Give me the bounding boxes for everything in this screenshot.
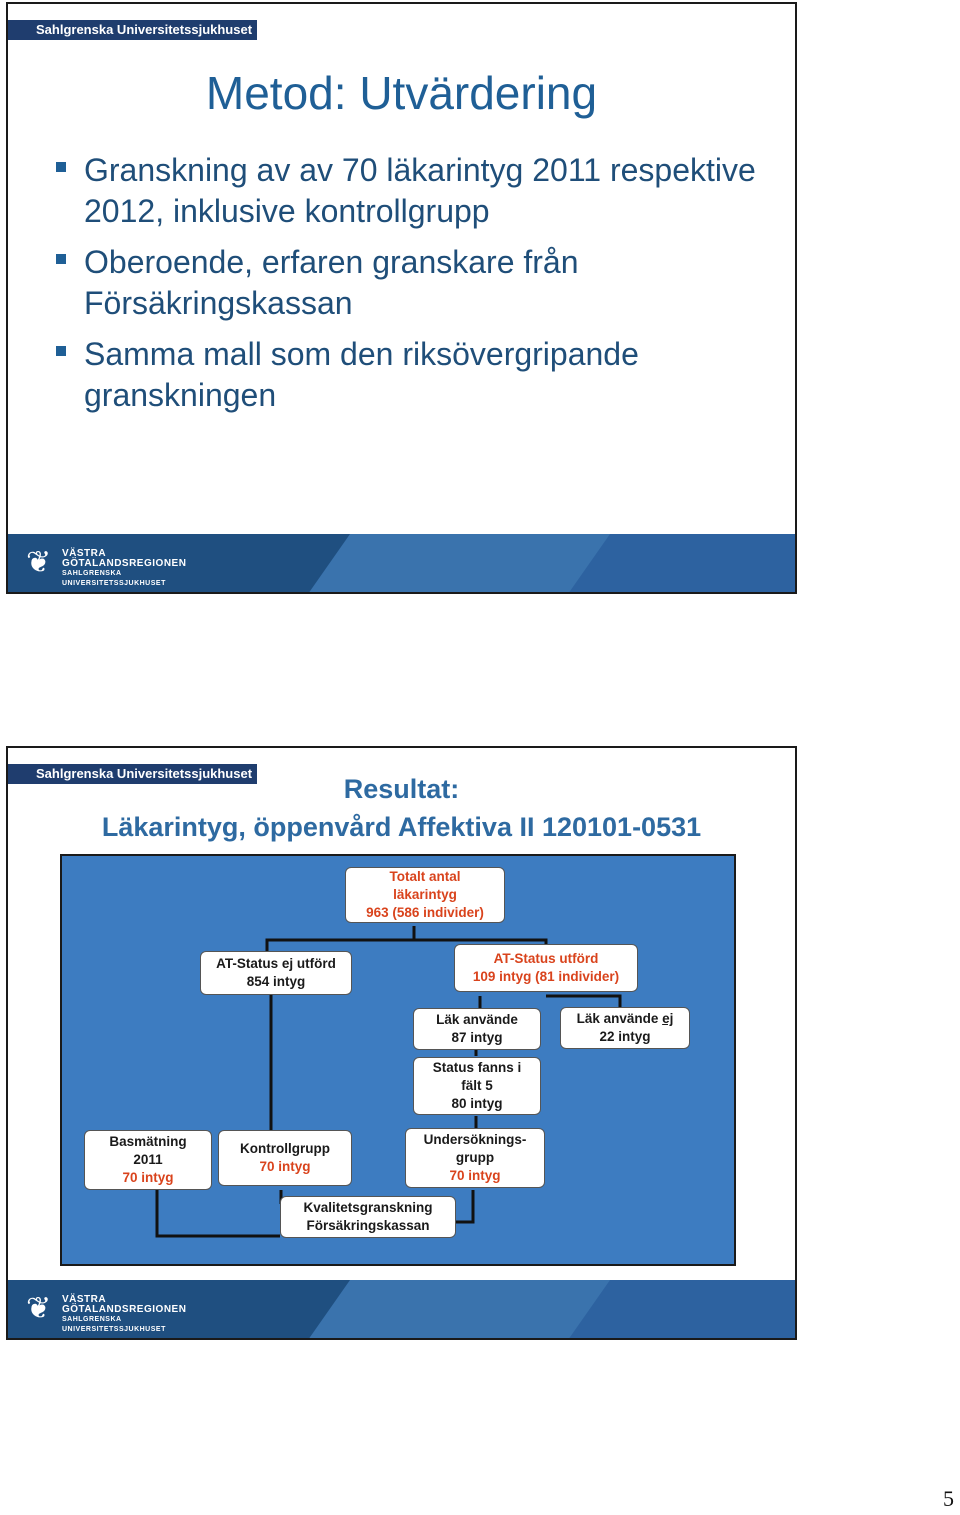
- vgr-logo-icon: ❦: [26, 1292, 52, 1325]
- vgr-logo-icon: ❦: [26, 546, 52, 579]
- flowchart-panel: [60, 854, 736, 1266]
- slide-footer: [8, 1280, 795, 1338]
- page-number: 5: [943, 1486, 954, 1511]
- slide-footer: [8, 534, 795, 592]
- box-lak-anvande: Läk använde 87 intyg: [413, 1008, 541, 1050]
- bullet-item: Oberoende, erfaren granskare från Försäkringskassan: [56, 242, 756, 324]
- bullet-list: [56, 150, 756, 426]
- box-status-falt: Status fanns i fält 5 80 intyg: [413, 1057, 541, 1115]
- slide-title: Metod: Utvärdering: [205, 67, 598, 119]
- box-total: Totalt antal läkarintyg 963 (586 individer): [345, 867, 505, 923]
- bullet-item: Samma mall som den riksövergripande granskningen: [56, 334, 756, 416]
- header-bar: Sahlgrenska Universitetssjukhuset: [8, 20, 257, 40]
- box-undersokningsgrupp: Undersöknings- grupp 70 intyg: [405, 1128, 545, 1188]
- bullet-item: Granskning av av 70 läkarintyg 2011 respektive 2012, inklusive kontrollgrupp: [56, 150, 756, 232]
- slide-results: [6, 746, 797, 1340]
- box-lak-anvande-ej: Läk använde ej 22 intyg: [560, 1007, 690, 1049]
- square-bullet-icon: [56, 162, 66, 172]
- slide-title: Resultat: Läkarintyg, öppenvård Affektiva II 120101-0531: [101, 774, 702, 842]
- vgr-logo: ❦ VÄSTRA GÖTALANDSREGIONEN SAHLGRENSKA UNIVERSITETSSJUKHUSET: [26, 1292, 187, 1333]
- slide-method: [6, 2, 797, 594]
- box-at-status-utford: AT-Status utförd 109 intyg (81 individer): [454, 944, 638, 992]
- box-kontrollgrupp: Kontrollgrupp 70 intyg: [218, 1130, 352, 1186]
- header-bar: Sahlgrenska Universitetssjukhuset: [8, 764, 257, 784]
- square-bullet-icon: [56, 254, 66, 264]
- box-kvalitetsgranskning: Kvalitetsgranskning Försäkringskassan: [280, 1196, 456, 1238]
- square-bullet-icon: [56, 346, 66, 356]
- vgr-logo: ❦ VÄSTRA GÖTALANDSREGIONEN SAHLGRENSKA UNIVERSITETSSJUKHUSET: [26, 546, 187, 587]
- box-basmatning: Basmätning 2011 70 intyg: [84, 1130, 212, 1190]
- box-at-status-ej: AT-Status ej utförd 854 intyg: [200, 951, 352, 995]
